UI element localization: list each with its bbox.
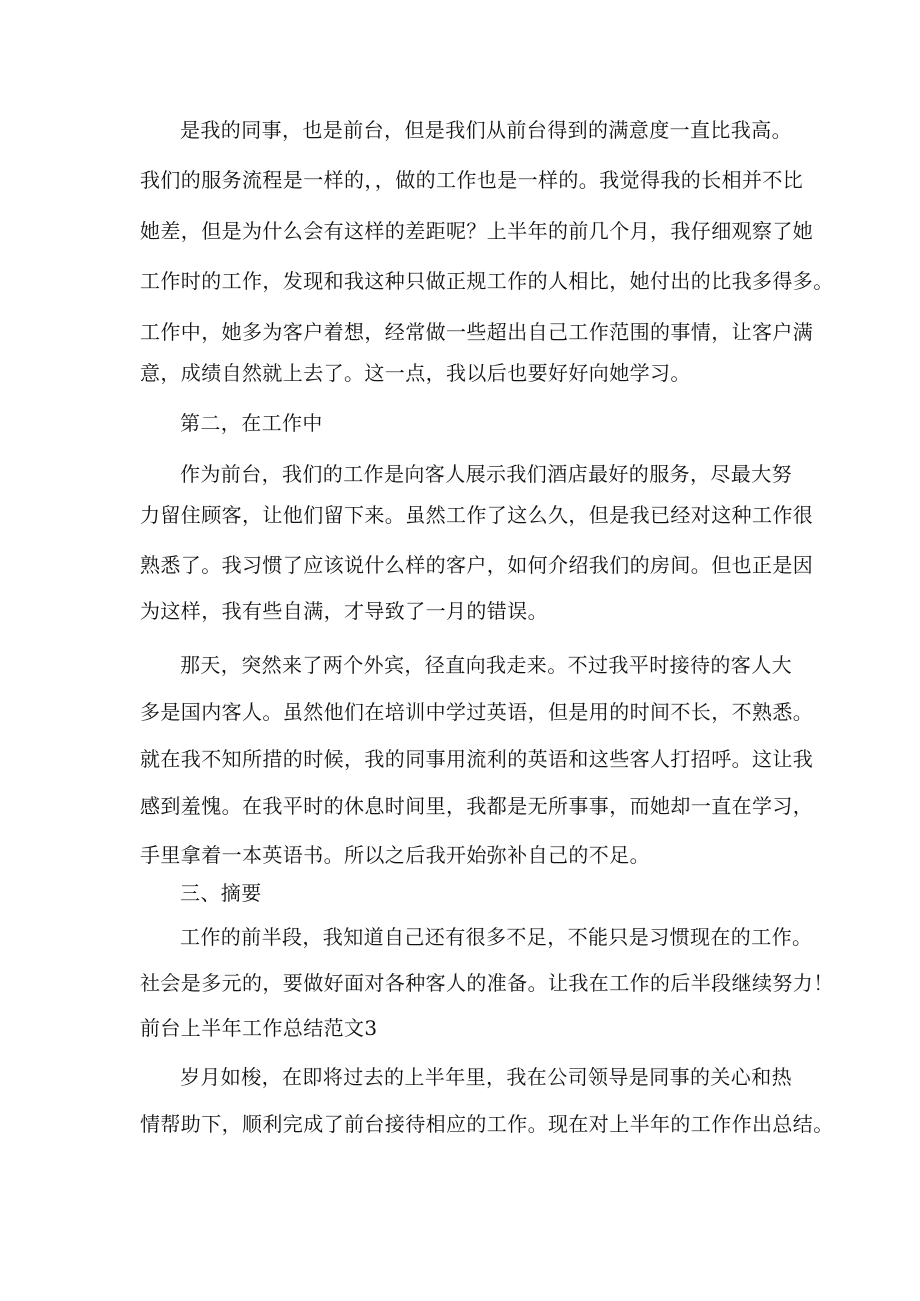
- paragraph-line: 就在我不知所措的时候，我的同事用流利的英语和这些客人打招呼。这让我: [140, 747, 814, 771]
- paragraph-line: 工作中，她多为客户着想，经常做一些超出自己工作范围的事情，让客户满: [140, 320, 814, 344]
- paragraph-line: 感到羞愧。在我平时的休息时间里，我都是无所事事，而她却一直在学习，: [140, 794, 814, 818]
- paragraph-line: 为这样，我有些自满，才导致了一月的错误。: [140, 599, 548, 623]
- paragraph-line: 意，成绩自然就上去了。这一点，我以后也要好好向她学习。: [140, 361, 691, 385]
- paragraph-line: 多是国内客人。虽然他们在培训中学过英语，但是用的时间不长，不熟悉。: [140, 700, 814, 724]
- paragraph-line: 熟悉了。我习惯了应该说什么样的客户，如何介绍我们的房间。但也正是因: [140, 553, 814, 577]
- section-heading: 三、摘要: [180, 881, 262, 905]
- paragraph-line: 工作的前半段，我知道自己还有很多不足，不能只是习惯现在的工作。: [180, 925, 813, 949]
- paragraph-line: 她差，但是为什么会有这样的差距呢？上半年的前几个月，我仔细观察了她: [140, 219, 814, 243]
- paragraph-line: 力留住顾客，让他们留下来。虽然工作了这么久，但是我已经对这种工作很: [140, 503, 814, 527]
- paragraph-line: 是我的同事，也是前台，但是我们从前台得到的满意度一直比我高。: [180, 118, 792, 142]
- section-heading: 第二，在工作中: [180, 411, 323, 435]
- paragraph-line: 作为前台，我们的工作是向客人展示我们酒店最好的服务，尽最大努: [180, 462, 792, 486]
- paragraph-line: 社会是多元的，要做好面对各种客人的准备。让我在工作的后半段继续努力！: [140, 971, 834, 995]
- paragraph-line: 我们的服务流程是一样的，，做的工作也是一样的。我觉得我的长相并不比: [140, 168, 804, 192]
- paragraph-line: 工作时的工作，发现和我这种只做正规工作的人相比，她付出的比我多得多。: [140, 269, 834, 293]
- paragraph-line: 岁月如梭，在即将过去的上半年里，我在公司领导是同事的关心和热: [180, 1065, 792, 1089]
- document-title: 前台上半年工作总结范文3: [140, 1016, 378, 1040]
- paragraph-line: 手里拿着一本英语书。所以之后我开始弥补自己的不足。: [140, 843, 650, 867]
- paragraph-line: 情帮助下，顺利完成了前台接待相应的工作。现在对上半年的工作作出总结。: [140, 1112, 834, 1136]
- paragraph-line: 那天，突然来了两个外宾，径直向我走来。不过我平时接待的客人大: [180, 653, 792, 677]
